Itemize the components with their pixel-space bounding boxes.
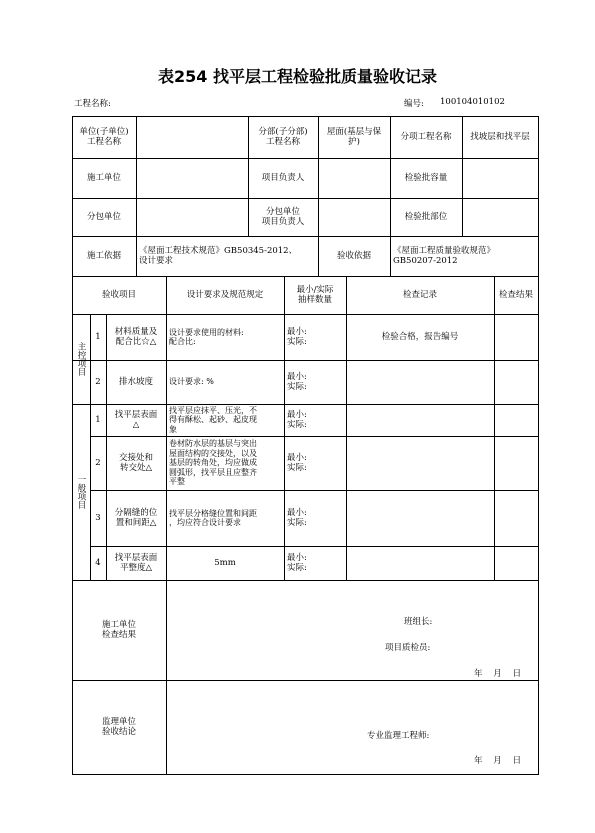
general-item-no: 2: [95, 458, 101, 468]
col-item-header: 验收项目: [101, 290, 136, 300]
general-item-sample: 最小: 实际:: [287, 508, 307, 528]
main-control-group-label: 主控项目: [76, 342, 86, 376]
page-title: 表254 找平层工程检验批质量验收记录: [158, 67, 437, 86]
col-record-header: 检查记录: [402, 290, 437, 300]
col-requirement-header: 设计要求及规范规定: [186, 290, 264, 300]
subitem-name-label: 分项工程名称: [400, 132, 452, 142]
general-item-name: 找平层表面 △: [114, 410, 158, 430]
general-item-sample: 最小: 实际:: [287, 410, 307, 430]
general-item-sample: 最小: 实际:: [287, 453, 307, 473]
construction-check-label: 施工单位 检查结果: [101, 620, 136, 640]
unit-name-label: 单位(子单位) 工程名称: [79, 127, 129, 147]
general-item-name: 交接处和 转交处△: [118, 453, 153, 473]
main-item-name: 材料质量及 配合比☆△: [114, 327, 158, 347]
general-group-label: 一般项目: [76, 475, 86, 509]
general-item-name: 找平层表面 平整度△: [114, 553, 158, 573]
general-item-requirement: 找平层分格缝位置和间距 ，均应符合设计要求: [169, 508, 257, 527]
general-item-record: [346, 546, 494, 580]
main-item-no: 2: [95, 377, 101, 387]
main-item-requirement: 设计要求: %: [169, 377, 214, 387]
qc-inspector-label: 项目质检员:: [385, 643, 431, 653]
general-item-result: [494, 436, 538, 490]
general-item-record: [346, 436, 494, 490]
general-item-result: [494, 490, 538, 546]
general-item-no: 1: [95, 415, 101, 425]
supervision-label: 监理单位 验收结论: [101, 717, 136, 737]
main-item-result: [494, 360, 538, 404]
project-manager-label: 项目负责人: [261, 173, 305, 183]
main-item-record: [346, 360, 494, 404]
general-item-result: [494, 404, 538, 436]
main-item-sample: 最小: 实际:: [287, 372, 307, 392]
general-item-sample: 最小: 实际:: [287, 553, 307, 573]
main-item-result: [494, 314, 538, 360]
main-item-sample: 最小: 实际:: [287, 327, 307, 347]
number-value: 100104010102: [440, 97, 505, 107]
main-item-no: 1: [95, 332, 101, 342]
team-leader-label: 班组长:: [404, 617, 433, 627]
subunit-name-label: 分部(子分部) 工程名称: [258, 127, 308, 147]
general-item-result: [494, 546, 538, 580]
general-item-record: [346, 404, 494, 436]
col-result-header: 检查结果: [498, 290, 533, 300]
sub-project-manager-label: 分包单位 项目负责人: [261, 207, 305, 227]
grid-vline: [538, 116, 539, 775]
subcontractor-label: 分包单位: [86, 212, 121, 222]
general-item-no: 3: [95, 513, 101, 523]
general-item-requirement: 找平层应抹平、压光，不 得有酥松、起砂、起皮现 象: [169, 405, 257, 434]
number-label: 编号:: [404, 99, 424, 109]
supervision-engineer-label: 专业监理工程师:: [367, 731, 430, 741]
general-item-requirement: 卷材防水层的基层与突出 屋面结构的交接处，以及 基层的转角处，均应做成 圆弧形，找平层且应整齐 平整: [169, 439, 257, 487]
col-sample-header: 最小/实际 抽样数量: [296, 285, 334, 305]
general-item-requirement: 5mm: [214, 558, 236, 568]
batch-location-label: 检验批部位: [404, 212, 448, 222]
acceptance-basis-label: 验收依据: [336, 251, 371, 261]
subitem-name-value: 找坡层和找平层: [470, 132, 530, 142]
general-item-name: 分隔缝的位 置和间距△: [114, 508, 158, 528]
main-item-record: 检验合格，报告编号: [381, 332, 459, 342]
batch-capacity-label: 检验批容量: [404, 173, 448, 183]
acceptance-basis-value: 《屋面工程质量验收规范》 GB50207-2012: [393, 246, 496, 266]
construction-basis-label: 施工依据: [86, 251, 121, 261]
general-item-no: 4: [95, 558, 101, 568]
supervision-date: 年 月 日: [474, 756, 522, 766]
contractor-label: 施工单位: [86, 173, 121, 183]
subunit-name-value: 屋面(基层与保 护): [326, 127, 382, 147]
grid-vline: [136, 116, 137, 237]
grid-hline: [72, 774, 539, 775]
general-item-record: [346, 490, 494, 546]
construction-check-date: 年 月 日: [474, 669, 522, 679]
main-item-name: 排水坡度: [118, 377, 153, 387]
project-name-label: 工程名称:: [74, 99, 111, 109]
main-item-requirement: 设计要求使用的材料: 配合比:: [169, 327, 244, 346]
construction-basis-value: 《屋面工程技术规范》GB50345-2012、 设计要求: [139, 246, 298, 266]
